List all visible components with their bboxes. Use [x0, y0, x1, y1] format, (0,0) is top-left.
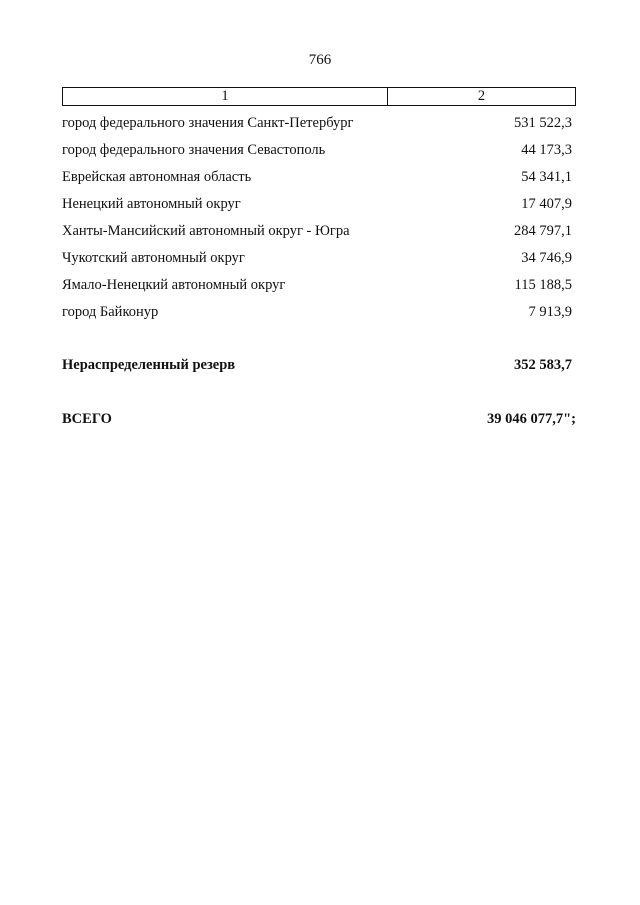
table-row [62, 220, 572, 247]
table-row [62, 301, 572, 328]
table-row [62, 247, 572, 274]
region-name: Ямало-Ненецкий автономный округ [62, 277, 286, 293]
reserve-value: 352 583,7 [514, 357, 572, 373]
table-row [62, 139, 572, 166]
total-value: 39 046 077,7"; [486, 411, 576, 427]
total-label: ВСЕГО [62, 411, 112, 427]
reserve-label: Нераспределенный резерв [62, 357, 236, 373]
region-name: Чукотский автономный округ [62, 250, 245, 266]
region-value: 115 188,5 [514, 277, 572, 293]
region-name: Еврейская автономная область [62, 169, 252, 185]
region-value: 7 913,9 [528, 304, 572, 320]
region-value: 34 746,9 [521, 250, 572, 266]
region-name: город федерального значения Санкт-Петербург [62, 115, 354, 131]
region-value: 531 522,3 [514, 115, 572, 131]
region-name: Ненецкий автономный округ [62, 196, 241, 212]
table-row [62, 166, 572, 193]
region-name: город федерального значения Севастополь [62, 142, 326, 158]
table-header [62, 87, 576, 106]
column-header-1: 1 [63, 88, 388, 105]
reserve-row [62, 357, 572, 374]
table-row [62, 112, 572, 139]
region-name: Ханты-Мансийский автономный округ - Югра [62, 223, 350, 239]
table-row [62, 193, 572, 220]
region-value: 17 407,9 [521, 196, 572, 212]
region-name: город Байконур [62, 304, 159, 320]
region-value: 284 797,1 [514, 223, 572, 239]
table-body [62, 112, 572, 328]
column-header-2: 2 [477, 88, 486, 104]
page-number: 766 [308, 52, 332, 68]
region-value: 54 341,1 [521, 169, 572, 185]
table-row [62, 274, 572, 301]
total-row [62, 411, 576, 428]
region-value: 44 173,3 [521, 142, 572, 158]
